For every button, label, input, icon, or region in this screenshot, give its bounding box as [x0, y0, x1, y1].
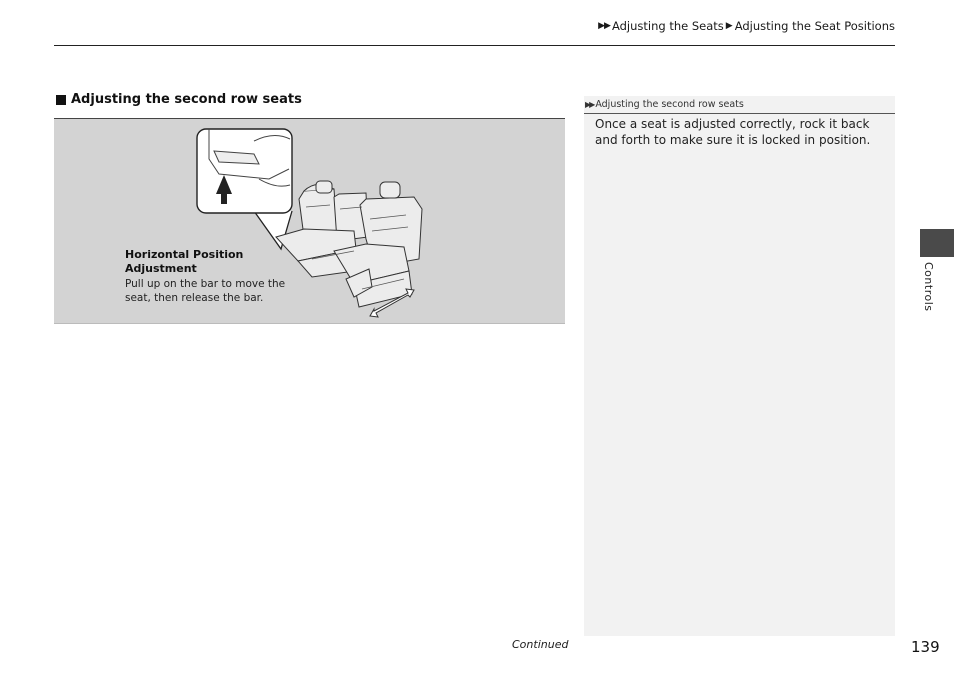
chapter-tab[interactable] [920, 229, 954, 257]
double-arrow-icon: ▶▶ [598, 21, 610, 31]
breadcrumb-item-seat-positions[interactable]: Adjusting the Seat Positions [734, 19, 895, 33]
note-header-text: Adjusting the second row seats [595, 99, 744, 110]
square-bullet-icon [56, 95, 66, 105]
reference-arrow-icon: ▶▶ [585, 100, 594, 109]
side-note-panel [584, 96, 895, 636]
section-title [56, 92, 302, 107]
callout-title: Horizontal Position Adjustment [125, 248, 244, 275]
note-body: Once a seat is adjusted correctly, rock it back and forth to make sure it is locked in position. [595, 117, 871, 147]
note-header [584, 96, 895, 114]
page-number: 139 [911, 638, 940, 656]
breadcrumb [598, 19, 895, 33]
seat-illustration-panel [54, 118, 565, 324]
chapter-tab-label: Controls [922, 262, 935, 312]
breadcrumb-item-adjusting-seats[interactable]: Adjusting the Seats [611, 19, 724, 33]
continued-label: Continued [512, 638, 569, 651]
callout-text: Pull up on the bar to move the seat, then release the bar. [125, 278, 286, 304]
section-title-text: Adjusting the second row seats [71, 92, 302, 107]
header-divider [54, 45, 895, 46]
arrow-icon: ▶ [725, 21, 733, 31]
